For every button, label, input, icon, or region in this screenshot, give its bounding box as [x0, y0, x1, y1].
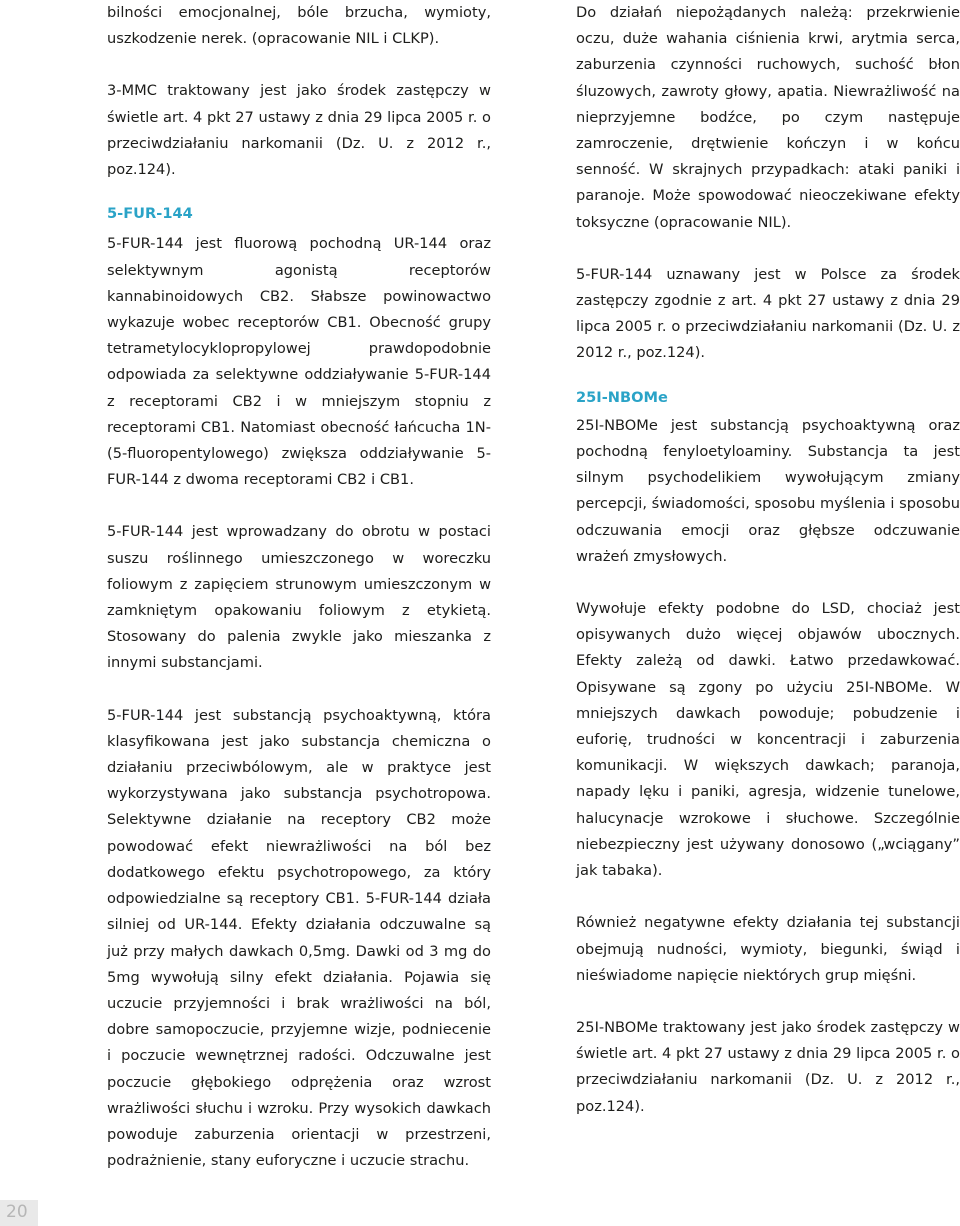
left-paragraph-2: 3-MMC traktowany jest jako środek zastępczy w świetle art. 4 pkt 27 ustawy z dnia 29 lipca 2005 r. o przeciwdziałaniu narkomanii (Dz. U. z 2012 r., poz.124). — [107, 82, 491, 179]
left-paragraph-3: 5-FUR-144 jest fluorową pochodną UR-144 oraz selektywnym agonistą receptorów kannabinoidowych CB2. Słabsze powinowactwo wykazuje wobec receptorów CB1. Obecność grupy tetrametylocyklopropylowej prawdopodobnie odpowiada za selektywne oddziaływanie 5-FUR-144 z receptorami CB2 i w mniejszym stopniu z receptorami CB1. Natomiast obecność łańcucha 1N-(5-fluoropentylowego) zwiększa oddziaływanie 5-FUR-144 z dwoma receptorami CB2 i CB1. — [107, 235, 491, 489]
page-number: 20 — [6, 1202, 28, 1222]
right-paragraph-6: 25I-NBOMe traktowany jest jako środek zastępczy w świetle art. 4 pkt 27 ustawy z dnia 29 lipca 2005 r. o przeciwdziałaniu narkomanii (Dz. U. z 2012 r., poz.124). — [576, 1018, 960, 1115]
right-paragraph-3: 25I-NBOMe jest substancją psychoaktywną oraz pochodną fenyloetyloaminy. Substancja ta jest silnym psychodelikiem wywołującym zmiany percepcji, świadomości, sposobu myślenia i sposobu odczuwania emocji oraz głębsze odczuwanie wrażeń zmysłowych. — [576, 416, 960, 565]
right-paragraph-2: 5-FUR-144 uznawany jest w Polsce za środek zastępczy zgodnie z art. 4 pkt 27 ustawy z dnia 29 lipca 2005 r. o przeciwdziałaniu narkomanii (Dz. U. z 2012 r., poz.124). — [576, 265, 960, 362]
right-paragraph-1: Do działań niepożądanych należą: przekrwienie oczu, duże wahania ciśnienia krwi, arytmia serca, zaburzenia czynności ruchowych, suchość błon śluzowych, zawroty głowy, apatia. Niewrażliwość na nieprzyjemne bodźce, po czym następuje zamroczenie, drętwienie kończyn i w końcu senność. W skrajnych przypadkach: ataki paniki i paranoje. Może spowodować nieoczekiwane efekty toksyczne (opracowanie NIL). — [576, 4, 960, 231]
section-heading-25i-nbome: 25I-NBOMe — [576, 388, 668, 406]
left-paragraph-4: 5-FUR-144 jest wprowadzany do obrotu w postaci suszu roślinnego umieszczonego w woreczku foliowym z zapięciem strunowym umieszczonym w zamkniętym opakowaniu foliowym z etykietą. Stosowany do palenia zwykle jako mieszanka z innymi substancjami. — [107, 523, 491, 672]
left-paragraph-1: bilności emocjonalnej, bóle brzucha, wymioty, uszkodzenie nerek. (opracowanie NIL i CLKP). — [107, 4, 491, 48]
right-paragraph-5: Również negatywne efekty działania tej substancji obejmują nudności, wymioty, biegunki, świąd i nieświadome napięcie niektórych grup mięśni. — [576, 914, 960, 984]
section-heading-5-fur-144: 5-FUR-144 — [107, 205, 193, 223]
left-column — [107, 0, 491, 1174]
left-paragraph-5: 5-FUR-144 jest substancją psychoaktywną, która klasyfikowana jest jako substancja chemiczna o działaniu przeciwbólowym, ale w praktyce jest wykorzystywana jako substancja psychotropowa. Selektywne działanie na receptory CB2 może powodować efekt niewrażliwości na ból bez dodatkowego efektu psychotropowego, za który odpowiedzialne są receptory CB1. 5-FUR-144 działa silniej od UR-144. Efekty działania odczuwalne są już przy małych dawkach 0,5mg. Dawki od 3 mg do 5mg wywołują silny efekt działania. Pojawia się uczucie przyjemności i brak wrażliwości na ból, dobre samopoczucie, przyjemne wizje, podniecenie i poczucie wewnętrznej radości. Odczuwalne jest poczucie głębokiego odprężenia oraz wzrost wrażliwości słuchu i wzroku. Przy wysokich dawkach powoduje zaburzenia orientacji w przestrzeni, podrażnienie, stany euforyczne i uczucie strachu. — [107, 706, 491, 1170]
page-number-tab — [0, 1200, 38, 1226]
right-paragraph-4: Wywołuje efekty podobne do LSD, chociaż jest opisywanych dużo więcej objawów ubocznych. Efekty zależą od dawki. Łatwo przedawkować. Opisywane są zgony po użyciu 25I-NBOMe. W mniejszych dawkach powoduje; pobudzenie i euforię, trudności w koncentracji i zaburzenia komunikacji. W większych dawkach; paranoja, napady lęku i paniki, agresja, widzenie tunelowe, halucynacje wzrokowe i słuchowe. Szczególnie niebezpieczny jest używany donosowo („wciągany” jak tabaka). — [576, 600, 960, 880]
right-column — [576, 0, 960, 1120]
